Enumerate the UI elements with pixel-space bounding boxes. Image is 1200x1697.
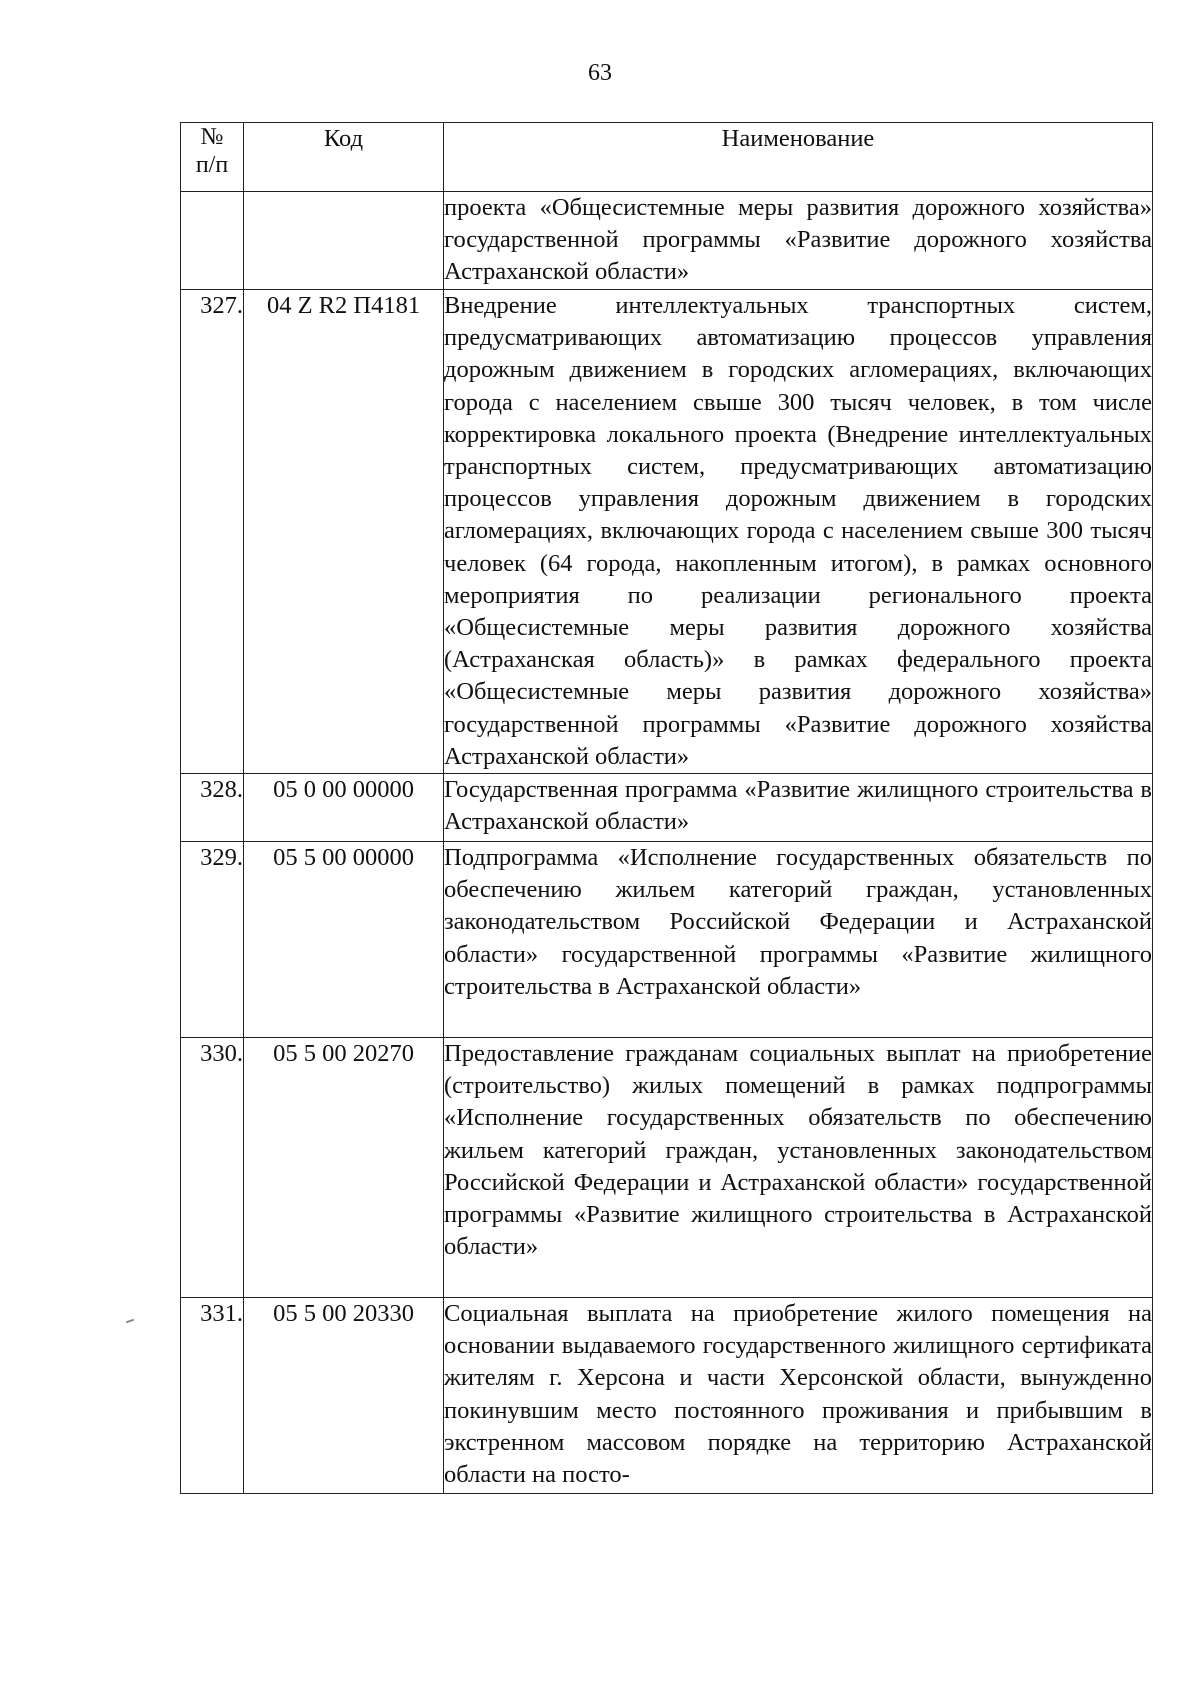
header-number-symbol: № xyxy=(200,124,224,150)
header-name: Наименование xyxy=(444,123,1153,192)
table-row xyxy=(181,842,1153,1038)
header-number xyxy=(181,123,244,192)
table-row xyxy=(181,192,1153,290)
header-number-abbr: п/п xyxy=(195,152,229,178)
scan-artifact-mark xyxy=(126,1319,134,1324)
row-name: Предоставление гражданам социальных выплат на приобретение (строительство) жилых помещений в рамках подпрограммы «Исполнение государственных обязательств по обеспечению жильем категорий граждан, установленных законодательством Российской Федерации и Астраханской области» государственной программы «Развитие жилищного строительства в Астраханской области» xyxy=(444,1038,1153,1298)
table-row xyxy=(181,774,1153,842)
row-code: 05 5 00 20270 xyxy=(244,1038,444,1298)
row-name: Социальная выплата на приобретение жилого помещения на основании выдаваемого государственного жилищного сертификата жителям г. Херсона и части Херсонской области, вынужденно покинувшим место постоянного проживания и прибывшим в экстренном массовом порядке на территорию Астраханской области на посто- xyxy=(444,1298,1153,1494)
table-row xyxy=(181,1298,1153,1494)
table-row xyxy=(181,290,1153,774)
row-code: 04 Z R2 П4181 xyxy=(244,290,444,774)
row-number: 331. xyxy=(181,1298,244,1494)
row-name: Подпрограмма «Исполнение государственных обязательств по обеспечению жильем категорий граждан, установленных законодательством Российской Федерации и Астраханской области» государственной программы «Развитие жилищного строительства в Астраханской области» xyxy=(444,842,1153,1038)
table-header xyxy=(181,123,1153,192)
table-row xyxy=(181,1038,1153,1298)
row-code: 05 0 00 00000 xyxy=(244,774,444,842)
budget-code-table xyxy=(180,122,1153,1494)
row-code: 05 5 00 20330 xyxy=(244,1298,444,1494)
row-name: Внедрение интеллектуальных транспортных систем, предусматривающих автоматизацию процессов управления дорожным движением в городских агломерациях, включающих города с населением свыше 300 тысяч человек, в том числе корректировка локального проекта (Внедрение интеллектуальных транспортных систем, предусматривающих автоматизацию процессов управления дорожным движением в городских агломерациях, включающих города с населением свыше 300 тысяч человек (64 города, накопленным итогом), в рамках основного мероприятия по реализации регионального проекта «Общесистемные меры развития дорожного хозяйства (Астраханская область)» в рамках федерального проекта «Общесистемные меры развития дорожного хозяйства» государственной программы «Развитие дорожного хозяйства Астраханской области» xyxy=(444,290,1153,774)
row-name: проекта «Общесистемные меры развития дорожного хозяйства» государственной программы «Развитие дорожного хозяйства Астраханской области» xyxy=(444,192,1153,290)
row-number: 329. xyxy=(181,842,244,1038)
row-number xyxy=(181,192,244,290)
row-code: 05 5 00 00000 xyxy=(244,842,444,1038)
page-number: 63 xyxy=(588,60,612,86)
header-code: Код xyxy=(244,123,444,192)
row-name: Государственная программа «Развитие жилищного строительства в Астраханской области» xyxy=(444,774,1153,842)
row-number: 327. xyxy=(181,290,244,774)
row-number: 330. xyxy=(181,1038,244,1298)
row-number: 328. xyxy=(181,774,244,842)
row-code xyxy=(244,192,444,290)
